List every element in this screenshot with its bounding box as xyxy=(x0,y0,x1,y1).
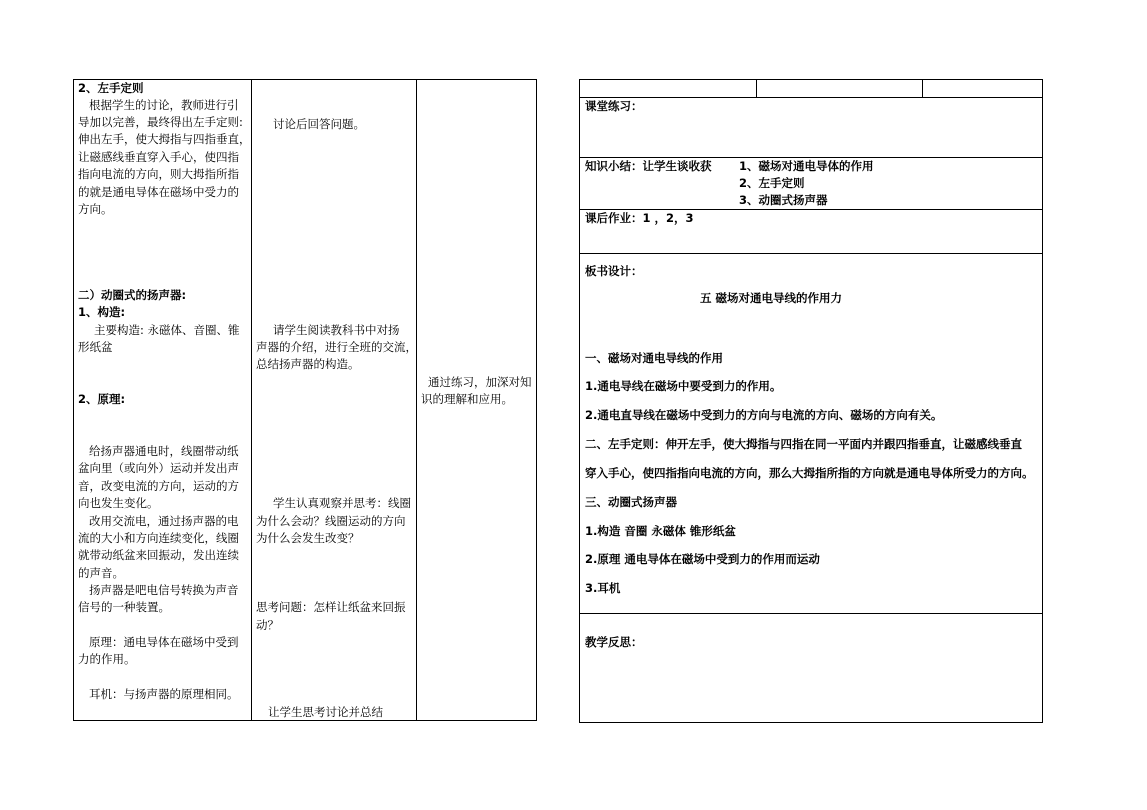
section2-title: 2、左手定则 xyxy=(78,81,144,95)
principle-line: 给扬声器通电时，线圈带动纸 xyxy=(89,444,239,458)
board-line: 一、磁场对通电导线的作用 xyxy=(585,351,723,365)
observe-line: 为什么会动？线圈运动的方向 xyxy=(256,514,406,528)
board-line: 三、动圈式扬声器 xyxy=(585,495,677,509)
think-line: 思考问题：怎样让纸盆来回振 xyxy=(256,600,406,614)
read-line: 总结扬声器的构造。 xyxy=(256,357,360,371)
principle-line: 向也发生变化。 xyxy=(78,496,159,510)
board-line: 二、左手定则：伸开左手，使大拇指与四指在同一平面内并跟四指垂直，让磁感线垂直 xyxy=(585,437,1022,451)
board-line: 3.耳机 xyxy=(585,581,621,595)
earphone-line: 耳机：与扬声器的原理相同。 xyxy=(89,687,239,701)
principle-line: 音，改变电流的方向，运动的方 xyxy=(78,479,239,493)
row-divider xyxy=(579,97,1043,98)
left-hand-rule-line: 指向电流的方向，则大拇指所指 xyxy=(78,167,239,181)
exercise-label: 课堂练习： xyxy=(585,99,643,113)
board-line: 1.构造 音圈 永磁体 锥形纸盆 xyxy=(585,524,736,538)
practice-line: 识的理解和应用。 xyxy=(421,392,513,406)
board-line: 穿入手心，使四指指向电流的方向，那么大拇指所指的方向就是通电导体所受力的方向。 xyxy=(585,466,1034,480)
read-line: 声器的介绍，进行全班的交流， xyxy=(256,340,417,354)
principle2-line: 原理：通电导体在磁场中受到 xyxy=(89,635,239,649)
left-hand-rule-line: 根据学生的讨论，教师进行引 xyxy=(89,98,239,112)
principle-line: 改用交流电，通过扬声器的电 xyxy=(89,514,239,528)
board-design-label: 板书设计： xyxy=(585,264,643,278)
left-hand-rule-line: 的就是通电导体在磁场中受力的 xyxy=(78,185,239,199)
row-divider xyxy=(579,253,1043,254)
construct-line: 形纸盆 xyxy=(78,340,113,354)
principle-line: 信号的一种装置。 xyxy=(78,600,170,614)
left-hand-rule-line: 伸出左手，使大拇指与四指垂直， xyxy=(78,132,251,146)
left-hand-rule-line: 让磁感线垂直穿入手心，使四指 xyxy=(78,150,239,164)
part2-title: 二）动圈式的扬声器: xyxy=(78,288,187,302)
principle-line: 扬声器是吧电信号转换为声音 xyxy=(89,583,239,597)
discuss-text: 讨论后回答问题。 xyxy=(273,117,365,131)
board-design-title: 五 磁场对通电导线的作用力 xyxy=(700,291,843,305)
header-cell-divider-2 xyxy=(922,79,923,97)
read-line: 请学生阅读教科书中对扬 xyxy=(273,323,400,337)
row-divider xyxy=(579,613,1043,614)
left-table-divider-2 xyxy=(416,79,417,721)
observe-line: 学生认真观察并思考：线圈 xyxy=(273,496,411,510)
principle-line: 流的大小和方向连续变化，线圈 xyxy=(78,531,239,545)
teaching-reflection-label: 教学反思： xyxy=(585,635,643,649)
construct-title: 1、构造: xyxy=(78,305,126,319)
principle-line: 就带动纸盆来回振动，发出连续 xyxy=(78,548,239,562)
knowledge-summary-item: 2、左手定则 xyxy=(739,176,805,190)
homework-text: 课后作业：1 ，2，3 xyxy=(585,211,694,225)
principle-line: 盆向里（或向外）运动并发出声 xyxy=(78,461,239,475)
knowledge-summary-item: 1、磁场对通电导体的作用 xyxy=(739,159,874,173)
knowledge-summary-item: 3、动圈式扬声器 xyxy=(739,193,828,207)
principle-title: 2、原理: xyxy=(78,392,126,406)
left-hand-rule-line: 方向。 xyxy=(78,202,113,216)
principle-line: 的声音。 xyxy=(78,566,124,580)
left-table-divider-1 xyxy=(251,79,252,721)
principle2-line: 力的作用。 xyxy=(78,652,136,666)
board-line: 2.原理 通电导体在磁场中受到力的作用而运动 xyxy=(585,552,820,566)
knowledge-summary-label: 知识小结：让学生谈收获 xyxy=(585,159,712,173)
observe-line: 为什么会发生改变？ xyxy=(256,531,360,545)
practice-line: 通过练习，加深对知 xyxy=(428,375,532,389)
board-line: 2.通电直导线在磁场中受到力的方向与电流的方向、磁场的方向有关。 xyxy=(585,408,943,422)
left-hand-rule-line: 导加以完善，最终得出左手定则: xyxy=(78,115,243,129)
think-line: 动？ xyxy=(256,618,279,632)
right-lesson-table xyxy=(579,79,1043,723)
construct-line: 主要构造: 永磁体、音圈、锥 xyxy=(94,323,240,337)
header-cell-divider-1 xyxy=(756,79,757,97)
board-line: 1.通电导线在磁场中要受到力的作用。 xyxy=(585,379,782,393)
summary-text: 让学生思考讨论并总结 xyxy=(268,705,383,719)
